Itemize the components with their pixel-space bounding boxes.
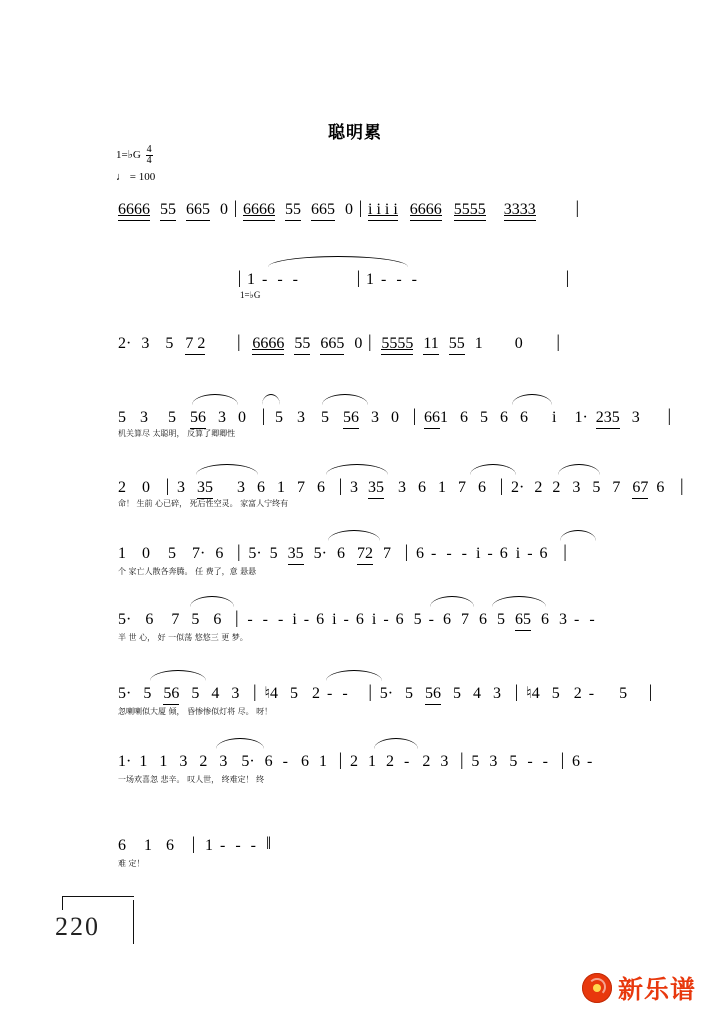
note: 6: [395, 611, 404, 628]
note: 0: [345, 201, 353, 218]
disc-icon: [582, 973, 612, 1003]
note: i: [332, 611, 337, 628]
hold-dash: -: [277, 271, 283, 288]
hold-dash: -: [428, 611, 434, 628]
barline: |: [261, 405, 266, 425]
hold-dash: -: [573, 611, 580, 628]
music-system-1: [118, 198, 581, 219]
note: 3: [493, 685, 502, 702]
lyrics-line-9: 一场欢喜忽 悲辛。 叹人世， 终难定！ 终: [118, 775, 265, 784]
note: 2: [199, 753, 208, 770]
music-system-3: [118, 332, 562, 353]
page-number-rule-right: [133, 900, 134, 944]
note: 1: [159, 753, 168, 770]
note: 6: [336, 545, 345, 562]
note: 5·: [248, 545, 262, 562]
note: 5: [191, 685, 200, 702]
note: 3: [141, 335, 150, 352]
hold-dash: -: [461, 545, 467, 562]
note: 5: [191, 611, 200, 628]
note: 3: [297, 409, 305, 426]
slur-arc: [262, 394, 280, 405]
barline: |: [556, 331, 561, 351]
note: 1: [247, 271, 255, 288]
music-system-9: [118, 750, 595, 771]
music-system-10: [118, 834, 272, 855]
barline: |: [368, 681, 372, 701]
note: 1: [438, 479, 446, 496]
note-group: 55: [294, 335, 311, 352]
note: 3: [231, 685, 240, 702]
note: 0: [220, 201, 228, 218]
key-and-meter-block: [116, 145, 155, 184]
time-signature: $\frac{4}{4}$: [146, 144, 152, 166]
note: 5: [290, 685, 299, 702]
accidental-natural: ♮: [526, 685, 532, 702]
note: 1: [318, 753, 327, 770]
note-group: 55: [285, 201, 301, 218]
note: 5·: [118, 611, 132, 628]
hold-dash: -: [292, 271, 298, 288]
note-group: 6666: [118, 201, 150, 218]
note: i: [475, 545, 481, 562]
note: 5: [413, 611, 422, 628]
note: 7: [382, 545, 391, 562]
note: 1·: [574, 409, 588, 426]
note: 0: [238, 409, 246, 426]
note: 5: [405, 685, 414, 702]
barline: |: [237, 331, 241, 351]
note: 5: [619, 685, 628, 702]
note: i: [515, 545, 521, 562]
note: 5: [143, 685, 152, 702]
note: 4: [270, 685, 279, 702]
barline: |: [565, 267, 570, 287]
note: 6: [500, 409, 508, 426]
note: 6: [316, 611, 325, 628]
hold-dash: -: [380, 271, 387, 288]
note: 6: [540, 611, 549, 628]
note: 4: [211, 685, 220, 702]
note: 5: [471, 753, 480, 770]
hold-dash: -: [487, 545, 493, 562]
note: 1: [205, 837, 213, 854]
note: 3: [440, 753, 449, 770]
barline: |: [648, 681, 653, 701]
note: 5: [275, 409, 283, 426]
note: 3: [218, 409, 226, 426]
barline: |: [404, 541, 409, 561]
note: 5·: [379, 685, 394, 702]
note-group: 66: [424, 409, 440, 426]
barline: |: [237, 267, 242, 287]
note: 5·: [241, 753, 255, 770]
note: 5: [509, 753, 518, 770]
note: 5: [118, 409, 126, 426]
slur-arc: [328, 530, 380, 541]
note: 6: [118, 837, 126, 854]
note: 0: [142, 545, 150, 562]
barline: |: [338, 475, 343, 495]
note: 5: [321, 409, 329, 426]
note: 0: [391, 409, 399, 426]
note: 3: [140, 409, 148, 426]
note: 1·: [118, 753, 132, 770]
hold-dash: -: [586, 753, 593, 770]
slur-arc: [374, 738, 418, 749]
slur-arc: [326, 464, 388, 475]
note: 6: [478, 479, 486, 496]
note: 6: [215, 545, 224, 562]
note: 3: [558, 611, 567, 628]
note-group: 65: [514, 611, 531, 628]
page-number-rule-left: [62, 896, 63, 910]
note-group: 6666: [252, 335, 285, 352]
note: 6: [257, 479, 265, 496]
note: 0: [142, 479, 150, 496]
slur-arc: [558, 464, 600, 475]
note: 6: [418, 479, 426, 496]
slur-arc: [470, 464, 516, 475]
note: 7: [171, 611, 180, 628]
lyrics-line-10: 难 定！: [118, 859, 145, 868]
slur-arc: [190, 596, 234, 607]
hold-dash: -: [250, 837, 256, 854]
note: 5·: [118, 685, 132, 702]
note: 7: [612, 479, 621, 496]
mid-key-change: 1=♭G: [240, 290, 261, 300]
note: 3: [237, 479, 245, 496]
hold-dash: -: [588, 685, 595, 702]
note: 2·: [511, 479, 525, 496]
note: 1: [118, 545, 126, 562]
note-group: 6666: [243, 201, 275, 218]
note-group: 56: [190, 409, 206, 426]
note: 6: [499, 545, 508, 562]
slur-arc: [192, 394, 238, 405]
tempo-marking: ♩ = 100: [116, 171, 156, 183]
note: 6: [571, 753, 580, 770]
hold-dash: -: [403, 753, 410, 770]
note: 3: [371, 409, 379, 426]
note-group: 35: [197, 479, 213, 496]
barline: |: [563, 541, 567, 561]
barline: |: [514, 681, 519, 701]
note-group: 35: [287, 545, 304, 562]
note-group: 56: [425, 685, 442, 702]
note: 6: [415, 545, 424, 562]
hold-dash: -: [327, 685, 333, 702]
music-system-5: [118, 476, 685, 497]
note-group: 3333: [503, 201, 536, 218]
note: 2: [312, 685, 321, 702]
slur-arc: [196, 464, 258, 475]
slur-arc: [560, 530, 596, 541]
note: 2: [422, 753, 431, 770]
barline: |: [253, 681, 257, 701]
note: 4: [531, 685, 540, 702]
note: 2: [573, 685, 582, 702]
note-group: 665: [320, 335, 345, 352]
hold-dash: -: [247, 611, 253, 628]
note: 6: [520, 409, 528, 426]
barline: |: [368, 331, 372, 351]
hold-dash: -: [342, 685, 348, 702]
note: 3: [177, 479, 185, 496]
note: 6: [300, 753, 309, 770]
note: 2: [349, 753, 358, 770]
page-title: 聪明累: [328, 123, 382, 143]
note: 6: [478, 611, 487, 628]
note-group: 665: [311, 201, 335, 218]
note: 2: [552, 479, 561, 496]
slur-arc: [492, 596, 546, 607]
note-group: 72: [356, 545, 373, 562]
note: 6: [656, 479, 665, 496]
note: 1: [277, 479, 285, 496]
page-number-rule-top: [62, 896, 134, 897]
barline: |: [237, 541, 241, 561]
note-group: i i i i: [368, 201, 398, 218]
note-group: 6666: [409, 201, 442, 218]
lyrics-line-8: 忽喇喇似大厦 倾， 昏惨惨似灯将 尽。 呀！: [118, 707, 273, 716]
hold-dash: -: [303, 611, 310, 628]
hold-dash: -: [411, 271, 417, 288]
note: 5: [168, 409, 176, 426]
note: 7·: [192, 545, 206, 562]
note: i: [371, 611, 377, 628]
barline: |: [165, 475, 170, 495]
music-system-7: [118, 608, 598, 629]
note: 2: [534, 479, 543, 496]
barline: |: [667, 405, 672, 425]
note: 3: [350, 479, 358, 496]
note: 6: [264, 753, 273, 770]
note: 1: [440, 409, 448, 426]
note: 7: [297, 479, 305, 496]
lyrics-line-5: 命！ 生前 心已碎， 死后性空灵。 家富人宁终有: [118, 499, 289, 508]
barline: |: [356, 267, 361, 287]
note: 5: [453, 685, 462, 702]
music-system-2: [236, 268, 571, 289]
note-group: 56: [343, 409, 359, 426]
hold-dash: -: [343, 611, 349, 628]
slur-arc: [150, 670, 206, 681]
note: 3: [219, 753, 228, 770]
note-group: 55: [160, 201, 176, 218]
note: 6: [145, 611, 154, 628]
hold-dash: -: [527, 753, 533, 770]
barline: |: [680, 475, 684, 495]
note: i: [292, 611, 297, 628]
barline: |: [191, 833, 196, 853]
note-group: 5555: [453, 201, 486, 218]
note: 3: [631, 409, 640, 426]
page-number: 220: [55, 912, 100, 941]
lyrics-line-7: 半 世 心， 好 一似荡 悠悠三 更 梦。: [118, 633, 248, 642]
note-group: 7 2: [185, 335, 206, 352]
hold-dash: -: [277, 611, 284, 628]
note: 1: [474, 335, 483, 352]
music-system-4: [118, 406, 673, 427]
music-system-8: [118, 682, 654, 703]
hold-dash: -: [262, 611, 268, 628]
note: 7: [460, 611, 469, 628]
note: 5·: [313, 545, 327, 562]
hold-dash: -: [446, 545, 452, 562]
note: i: [552, 409, 557, 426]
watermark-label: 新乐谱: [617, 975, 696, 1004]
final-barline: ‖: [265, 833, 272, 853]
note: 7: [458, 479, 466, 496]
note: 6: [166, 837, 174, 854]
hold-dash: -: [383, 611, 389, 628]
lyrics-line-4: 机关算尽 太聪明， 反算了卿卿性: [118, 429, 236, 438]
barline: |: [338, 749, 343, 769]
note: 6: [213, 611, 222, 628]
note: 5: [480, 409, 488, 426]
note-group: 5555: [381, 335, 414, 352]
hold-dash: -: [282, 753, 288, 770]
note: 6: [539, 545, 548, 562]
hold-dash: -: [220, 837, 226, 854]
barline: |: [412, 405, 417, 425]
note-group: 35: [368, 479, 384, 496]
note: 3: [398, 479, 406, 496]
key-signature: 1=♭G: [116, 149, 141, 162]
barline: |: [499, 475, 504, 495]
note: 3: [572, 479, 581, 496]
note: 2: [118, 479, 126, 496]
hold-dash: -: [430, 545, 437, 562]
note: 6: [317, 479, 325, 496]
slur-arc: [430, 596, 474, 607]
note-group: 11: [423, 335, 439, 352]
note: 6: [355, 611, 364, 628]
note-group: 665: [186, 201, 210, 218]
note: 4: [473, 685, 482, 702]
hold-dash: -: [527, 545, 533, 562]
slur-arc: [216, 738, 264, 749]
slur-arc: [326, 670, 382, 681]
note: 1: [365, 271, 374, 288]
slur-arc: [512, 394, 552, 405]
note: 5: [269, 545, 278, 562]
barline: |: [233, 197, 238, 217]
note: 1: [144, 837, 152, 854]
note: 5: [592, 479, 601, 496]
note: 5: [496, 611, 505, 628]
note: 2·: [118, 335, 132, 352]
note: 1: [367, 753, 376, 770]
note: 6: [460, 409, 468, 426]
note: 1: [139, 753, 148, 770]
note: 0: [354, 335, 363, 352]
hold-dash: -: [235, 837, 241, 854]
note: 5: [165, 335, 174, 352]
note: 5: [168, 545, 176, 562]
note-group: 67: [632, 479, 649, 496]
note-group: 55: [448, 335, 465, 352]
accidental-natural: ♮: [264, 685, 271, 702]
barline: |: [460, 749, 464, 769]
hold-dash: -: [589, 611, 595, 628]
hold-dash: -: [542, 753, 548, 770]
barline: |: [358, 197, 363, 217]
barline: |: [575, 197, 580, 217]
note-group: 56: [163, 685, 180, 702]
lyrics-line-6: 个 家亡人散各奔腾。 任 费了，意 悬悬: [118, 567, 257, 576]
slur-arc: [268, 256, 408, 267]
note-group: 235: [595, 409, 620, 426]
note: 6: [442, 611, 451, 628]
slur-arc: [322, 394, 368, 405]
barline: |: [235, 607, 239, 627]
note: 0: [514, 335, 523, 352]
note: 2: [385, 753, 394, 770]
note: 5: [551, 685, 560, 702]
music-system-6: [118, 542, 569, 563]
hold-dash: -: [262, 271, 268, 288]
barline: |: [560, 749, 565, 769]
hold-dash: -: [396, 271, 402, 288]
note: 3: [489, 753, 498, 770]
note: 3: [179, 753, 188, 770]
site-watermark: [582, 970, 696, 1006]
